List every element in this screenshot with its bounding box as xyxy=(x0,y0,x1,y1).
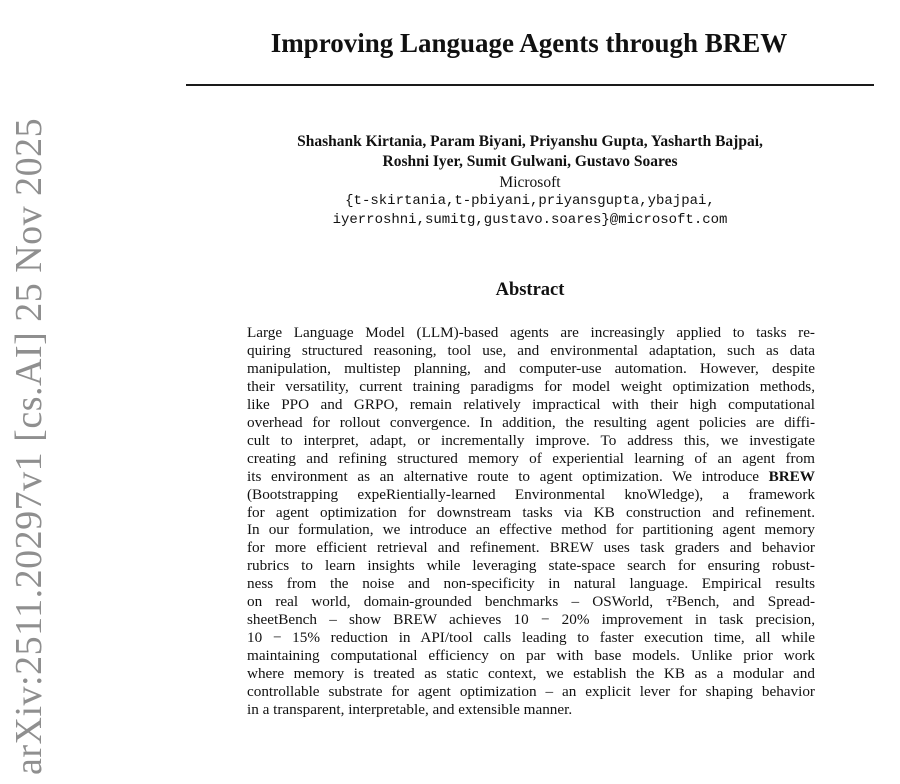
abstract-line: rubrics to learn insights while leveraging state-space search for ensuring robust- xyxy=(247,557,815,575)
abstract-line: sheetBench – show BREW achieves 10 − 20% improvement in task precision, xyxy=(247,611,815,629)
affiliation: Microsoft xyxy=(499,174,561,191)
abstract-line: creating and refining structured memory of experiential learning of an agent from xyxy=(247,449,815,467)
email-line: iyerroshni,sumitg,gustavo.soares}@microsoft.com xyxy=(332,212,728,228)
abstract-line: In our formulation, we introduce an effective method for partitioning agent memory xyxy=(247,521,815,539)
abstract-body xyxy=(247,324,815,719)
abstract-line: for agent optimization for downstream tasks via KB construction and refinement. xyxy=(247,503,815,521)
abstract-line: controllable substrate for agent optimization – an explicit lever for shaping behavior xyxy=(247,683,815,701)
abstract-line: in a transparent, interpretable, and extensible manner. xyxy=(247,701,573,719)
author-list xyxy=(186,132,874,172)
abstract-line: 10 − 15% reduction in API/tool calls leading to faster execution time, all while xyxy=(247,629,815,647)
title-divider xyxy=(186,84,874,86)
abstract-line: their versatility, current training paradigms for model weight optimization methods, xyxy=(247,377,815,395)
method-name-emphasis: BREW xyxy=(768,467,815,485)
paper-title: Improving Language Agents through BREW xyxy=(270,28,788,58)
abstract-line: maintaining computational efficiency on par with base models. Unlike prior work xyxy=(247,647,815,665)
abstract-line: (Bootstrapping expeRientially-learned Environmental knoWledge), a framework xyxy=(247,485,815,503)
abstract-line: for more efficient retrieval and refinement. BREW uses task graders and behavior xyxy=(247,539,815,557)
email-line: {t-skirtania,t-pbiyani,priyansgupta,ybajpai, xyxy=(345,193,715,209)
abstract-line: quiring structured reasoning, tool use, and environmental adaptation, such as data xyxy=(247,341,815,359)
abstract-line: Large Language Model (LLM)-based agents are increasingly applied to tasks re- xyxy=(247,324,815,341)
abstract-heading: Abstract xyxy=(495,280,565,300)
abstract-line: where memory is treated as static context, we establish the KB as a modular and xyxy=(247,665,815,683)
abstract-line: like PPO and GRPO, remain relatively impractical with their high computational xyxy=(247,395,815,413)
author-line: Roshni Iyer, Sumit Gulwani, Gustavo Soares xyxy=(382,153,678,170)
abstract-line: manipulation, multistep planning, and computer-use automation. However, despite xyxy=(247,359,815,377)
author-line: Shashank Kirtania, Param Biyani, Priyanshu Gupta, Yasharth Bajpai, xyxy=(297,133,763,150)
abstract-line: ness from the noise and non-specificity in natural language. Empirical results xyxy=(247,575,815,593)
abstract-line: on real world, domain-grounded benchmarks – OSWorld, τ²Bench, and Spread- xyxy=(247,593,815,611)
author-emails xyxy=(186,192,874,230)
arxiv-identifier-stamp: arXiv:2511.20297v1 [cs.AI] 25 Nov 2025 xyxy=(8,117,50,775)
abstract-line: its environment as an alternative route to agent optimization. We introduce BREW xyxy=(247,467,815,485)
abstract-line: cult to interpret, adapt, or incrementally improve. To address this, we investigate xyxy=(247,431,815,449)
abstract-line: overhead for rollout convergence. In addition, the resulting agent policies are diffi- xyxy=(247,413,815,431)
